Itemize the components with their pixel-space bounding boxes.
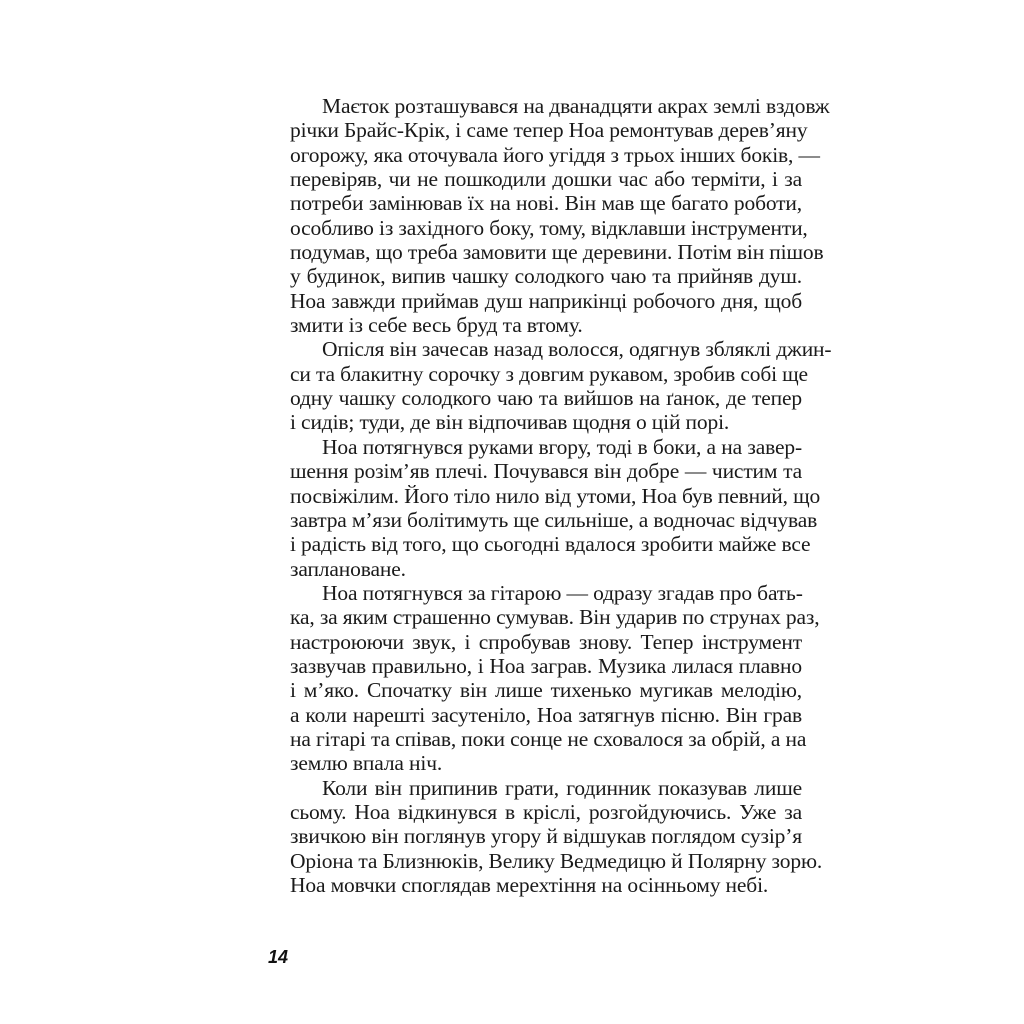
text-line: си та блакитну сорочку з довгим рукавом, зробив собі ще — [290, 361, 808, 386]
text-line: посвіжілим. Його тіло нило від утоми, Ноа був певний, що — [290, 483, 821, 508]
text-line: перевіряв, чи не пошкодили дошки час або терміти, і за — [290, 167, 802, 192]
text-line: завтра м’язи болітимуть ще сильніше, а водночас відчував — [290, 507, 818, 532]
text-line: настроюючи звук, і спробував знову. Тепер інструмент — [290, 629, 802, 654]
text-line: і м’яко. Спочатку він лише тихенько мугикав мелодію, — [290, 678, 802, 703]
text-line: і радість від того, що сьогодні вдалося зробити майже все — [290, 532, 811, 557]
paragraph-3 — [258, 434, 821, 581]
text-line: Оріона та Близнюків, Велику Ведмедицю й Полярну зорю. — [290, 848, 823, 873]
paragraph-4 — [258, 580, 820, 776]
text-line: змити із себе весь бруд та втому. — [290, 313, 583, 338]
text-line: одну чашку солодкого чаю та вийшов на ґанок, де тепер — [290, 386, 802, 411]
page-number: 14 — [268, 947, 289, 967]
text-line: Маєток розташувався на дванадцяти акрах землі вздовж — [322, 94, 830, 118]
text-line: шення розім’яв плечі. Почувався він добре — чистим та — [290, 459, 802, 484]
text-line: особливо із західного боку, тому, відклавши інструменти, — [290, 215, 808, 240]
text-line: і сидів; туди, де він відпочивав щодня о цій порі. — [290, 410, 730, 435]
text-line: потреби замінював їх на нові. Він мав ще багато роботи, — [290, 191, 802, 216]
text-line: ка, за яким страшенно сумував. Він ударив по струнах раз, — [290, 605, 820, 630]
text-line: огорожу, яка оточувала його угіддя з трьох інших боків, — — [290, 142, 820, 167]
body-text — [258, 94, 832, 897]
text-line: а коли нарешті засутеніло, Ноа затягнув пісню. Він грав — [290, 702, 802, 727]
text-line: на гітарі та співав, поки сонце не сховалося за обрій, а на — [290, 726, 807, 751]
text-line: Ноа потягнувся руками вгору, тоді в боки, а на завер- — [322, 434, 802, 459]
text-line: землю впала ніч. — [290, 751, 443, 776]
paragraph-5 — [258, 775, 823, 898]
text-line: зазвучав правильно, і Ноа заграв. Музика лилася плавно — [290, 653, 802, 678]
text-line: Опісля він зачесав назад волосся, одягнув збляклі джин- — [322, 337, 832, 362]
paragraph-1 — [258, 94, 830, 338]
text-line: сьому. Ноа відкинувся в кріслі, розгойдуючись. Уже за — [290, 799, 802, 824]
text-line: подумав, що треба замовити ще деревини. Потім він пішов — [290, 240, 824, 265]
text-line: Ноа завжди приймав душ наприкінці робочого дня, щоб — [290, 288, 802, 313]
text-line: у будинок, випив чашку солодкого чаю та прийняв душ. — [290, 264, 802, 289]
paragraph-2 — [258, 337, 832, 435]
text-line: Ноа потягнувся за гітарою — одразу згадав про бать- — [322, 580, 803, 605]
text-line: Ноа мовчки споглядав мерехтіння на осінньому небі. — [290, 873, 769, 897]
text-line: Коли він припинив грати, годинник показував лише — [322, 775, 802, 800]
text-line: річки Брайс-Крік, і саме тепер Ноа ремонтував дерев’яну — [290, 118, 808, 143]
text-line: звичкою він поглянув угору й відшукав поглядом сузір’я — [290, 824, 802, 849]
text-line: заплановане. — [290, 556, 406, 581]
